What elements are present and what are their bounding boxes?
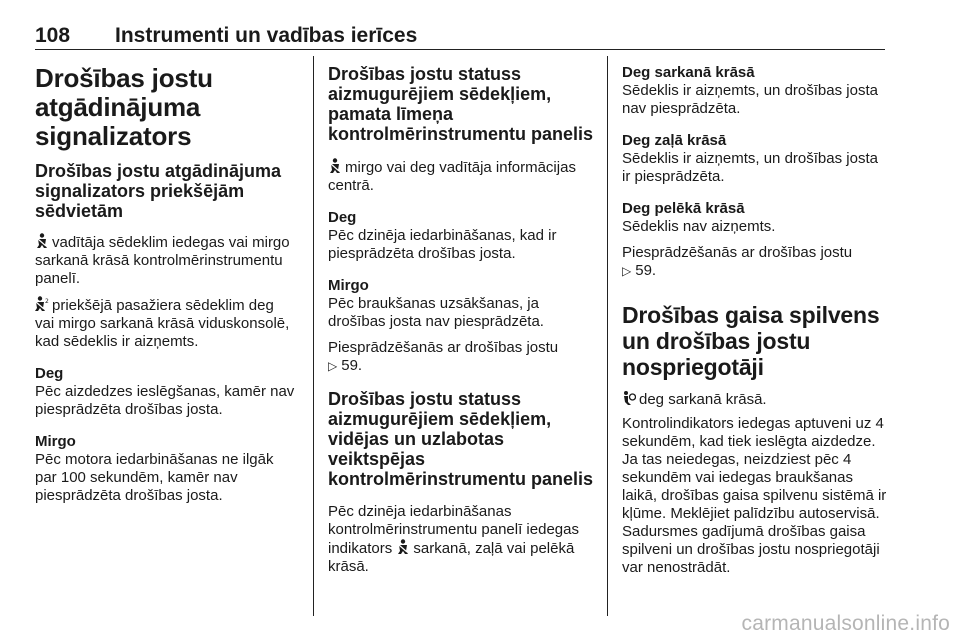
- term-heading: Deg zaļā krāsā: [622, 132, 727, 149]
- page-header: [35, 8, 885, 50]
- paragraph: Pēc aizdedzes ieslēgšanas, kamēr nav piesprādzēta drošības josta.: [35, 383, 295, 418]
- column-divider: [607, 56, 608, 616]
- seatbelt-person-icon: [35, 233, 49, 249]
- column-3: [622, 64, 890, 577]
- paragraph: 2 priekšējā pasažiera sēdeklim deg vai mirgo sarkanā krāsā viduskonsolē, kad sēdeklis ir aizņemts.: [35, 297, 290, 350]
- section-heading: Drošības jostu atgādinājuma signalizators: [35, 63, 213, 151]
- arrow-icon: ▷: [622, 264, 632, 278]
- column-divider: [313, 56, 314, 616]
- term-heading: Mirgo: [35, 433, 76, 450]
- term-heading: Mirgo: [328, 277, 369, 294]
- paragraph: vadītāja sēdeklim iedegas vai mirgo sarkanā krāsā kontrolmērinstrumentu panelī.: [35, 234, 290, 287]
- subsection-heading: Drošības jostu statuss aizmugurējiem sēdekļiem, pamata līmeņa kontrolmērinstrumentu panelis: [328, 64, 594, 144]
- paragraph: mirgo vai deg vadītāja informācijas centrā.: [328, 159, 576, 194]
- column-1: [35, 64, 297, 505]
- paragraph: Sēdeklis ir aizņemts, un drošības josta nav piesprādzēta.: [622, 82, 878, 117]
- arrow-icon: ▷: [328, 359, 338, 373]
- seatbelt-person-icon: [328, 158, 342, 174]
- paragraph: Pēc motora iedarbināšanas ne ilgāk par 100 sekundēm, kamēr nav piesprādzēta drošības josta.: [35, 451, 274, 504]
- page-ref[interactable]: 59.: [341, 357, 363, 374]
- column-2: [328, 64, 596, 576]
- airbag-off-icon: [622, 390, 636, 406]
- section-heading: Drošības gaisa spilvens un drošības jostu nospriegotāji: [622, 302, 880, 380]
- paragraph: Sēdeklis nav aizņemts.: [622, 218, 776, 235]
- svg-text:2: 2: [45, 298, 49, 305]
- running-title: Instrumenti un vadības ierīces: [115, 24, 418, 47]
- seatbelt-passenger-icon: [35, 296, 49, 312]
- term-heading: Deg pelēkā krāsā: [622, 200, 745, 217]
- page-ref[interactable]: 59.: [635, 262, 657, 279]
- paragraph: Sēdeklis ir aizņemts, un drošības josta ir piesprādzēta.: [622, 150, 878, 185]
- paragraph: Pēc dzinēja iedarbināšanas, kad ir piesprādzēta drošības josta.: [328, 227, 557, 262]
- subsection-heading: Drošības jostu statuss aizmugurējiem sēdekļiem, vidējas un uzlabotas veiktspējas kontrolmērinstrumentu panelis: [328, 389, 594, 489]
- header-rule: [35, 49, 885, 50]
- cross-reference: Piesprādzēšanās ar drošības jostu ▷ 59.: [328, 339, 559, 374]
- term-heading: Deg: [328, 209, 357, 226]
- seatbelt-person-icon: [396, 539, 410, 555]
- paragraph: Pēc braukšanas uzsākšanas, ja drošības josta nav piesprādzēta.: [328, 295, 544, 330]
- watermark: carmanualsonline.info: [741, 612, 950, 635]
- term-heading: Deg sarkanā krāsā: [622, 64, 755, 81]
- page-number: 108: [35, 24, 71, 47]
- paragraph: Kontrolindikators iedegas aptuveni uz 4 sekundēm, kad tiek ieslēgta aizdedze. Ja tas neiedegas, neizdziest pēc 4 sekundēm vai iedegas braukšanas laikā, drošības gaisa spilvenu sistēmā ir kļūme. Meklējiet palīdzību autoservisā. Sadursmes gadījumā drošības gaisa spilveni un drošības jostu nospriegotāji var nenostrādāt.: [622, 415, 887, 576]
- cross-reference: Piesprādzēšanās ar drošības jostu ▷ 59.: [622, 244, 853, 279]
- subsection-heading: Drošības jostu atgādinājuma signalizators priekšējām sēdvietām: [35, 161, 282, 221]
- paragraph: Pēc dzinēja iedarbināšanas kontrolmērinstrumentu panelī iedegas indikators sarkanā, zaļā vai pelēkā krāsā.: [328, 503, 579, 575]
- paragraph: deg sarkanā krāsā.: [622, 390, 890, 409]
- term-heading: Deg: [35, 365, 64, 382]
